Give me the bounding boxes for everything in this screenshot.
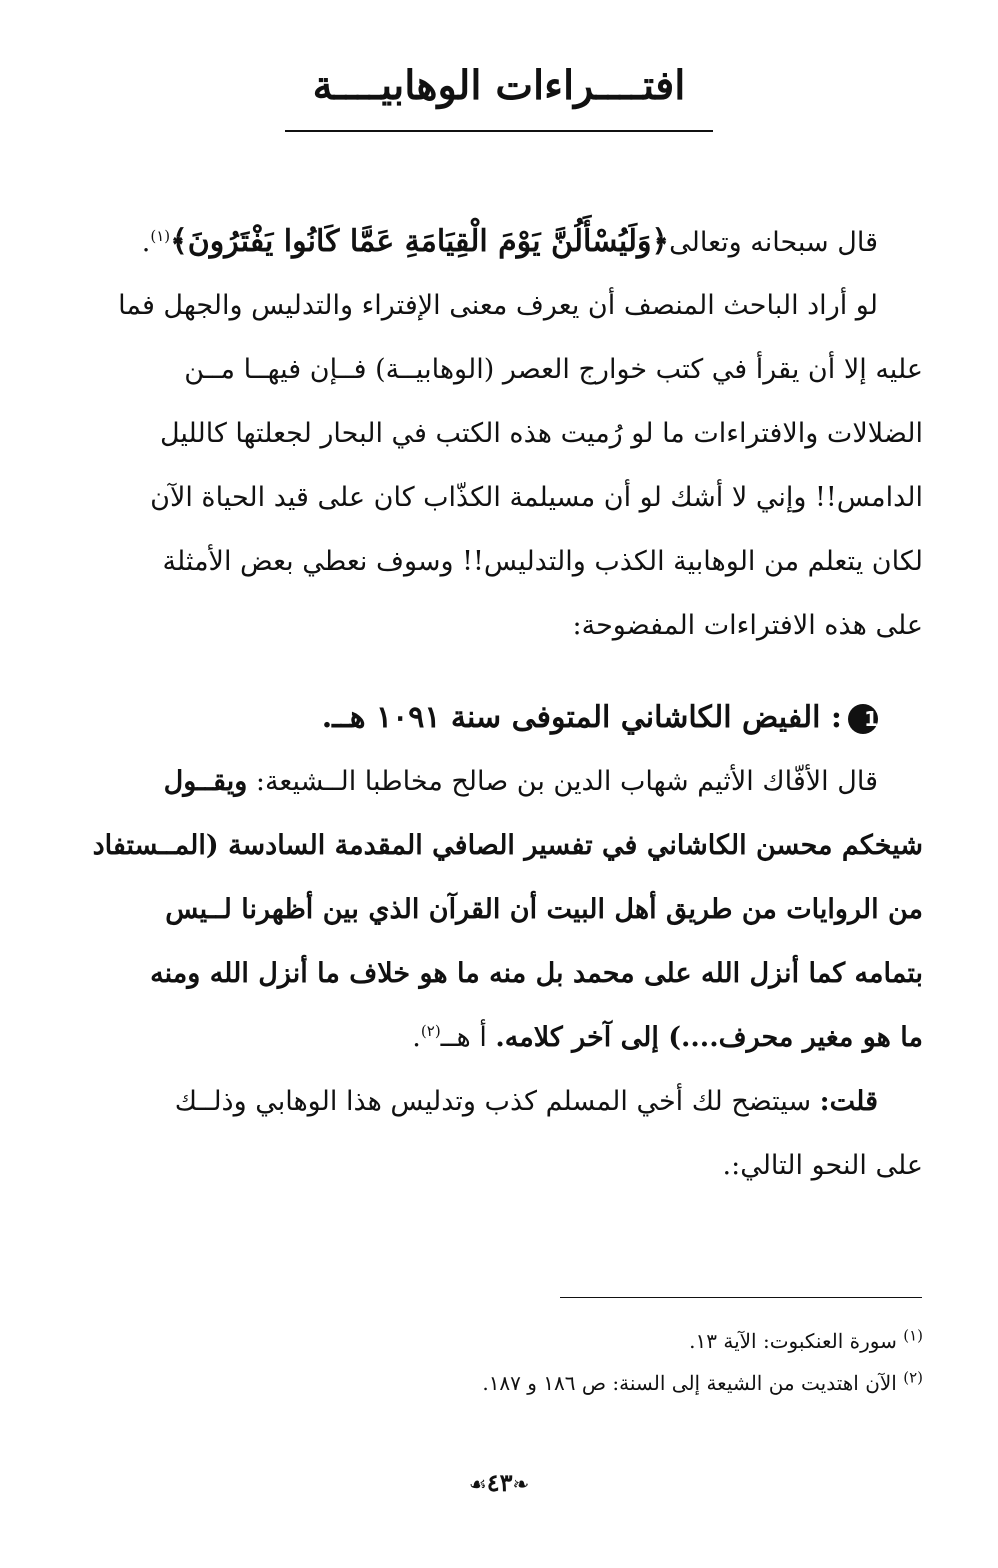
quote-line: من الروايات من طريق أهل البيت أن القرآن الذي بين أظهرنا لــيس	[165, 894, 923, 925]
section-heading-text: : الفيض الكاشاني المتوفى سنة ١٠٩١ هــ.	[321, 700, 842, 735]
footnote-text: الآن اهتديت من الشيعة إلى السنة: ص ١٨٦ و ١٨٧.	[482, 1371, 897, 1395]
quote-line: بتمامه كما أنزل الله على محمد بل منه ما هو خلاف ما أنزل الله ومنه	[150, 958, 923, 989]
quote-bold-end: ما هو مغير محرف....) إلى آخر كلامه.	[495, 1022, 923, 1053]
paragraph-line: لو أراد الباحث المنصف أن يعرف معنى الإفتراء والتدليس والجهل فما	[118, 290, 878, 321]
conclusion-label: قلت:	[819, 1086, 878, 1117]
footnote-separator	[560, 1297, 922, 1298]
intro-prefix: قال سبحانه وتعالى	[669, 227, 878, 258]
paragraph-line: على هذه الافتراءات المفضوحة:	[572, 610, 923, 641]
paragraph-line: الدامس!! وإني لا أشك لو أن مسيلمة الكذّاب كان على قيد الحياة الآن	[150, 482, 923, 513]
footnote-mark: (٢)	[903, 1368, 923, 1387]
conclusion-text: سيتضح لك أخي المسلم كذب وتدليس هذا الوهابي وذلــك	[174, 1086, 820, 1117]
conclusion-line	[78, 1070, 923, 1134]
leaf-ornament-icon: ❧	[512, 1472, 530, 1496]
main-text	[78, 210, 923, 1198]
conclusion-line: على النحو التالي:.	[722, 1150, 923, 1181]
footnote-mark: (١)	[903, 1326, 923, 1345]
page-number	[0, 1468, 998, 1497]
paragraph-line: الضلالات والافتراءات ما لو رُميت هذه الكتب في البحار لجعلتها كالليل	[159, 418, 923, 449]
footnote-item	[78, 1320, 923, 1362]
quote-line	[78, 1006, 923, 1070]
footnote-ref-1: (١)	[150, 227, 171, 245]
leaf-ornament-icon: ☙	[468, 1472, 487, 1496]
footnotes	[78, 1320, 923, 1404]
footnote-ref-2: (٢)	[420, 1022, 441, 1040]
section-heading	[78, 686, 923, 750]
paragraph-line: عليه إلا أن يقرأ في كتب خوارج العصر (الوهابيــة) فــإن فيهــا مــن	[184, 354, 923, 385]
page-title: افتــــراءات الوهابيــــة	[312, 62, 686, 109]
intro-line	[78, 210, 923, 274]
title-underline	[285, 130, 713, 132]
intro-end: .	[141, 227, 151, 258]
quote-tail: أ هــ	[440, 1022, 496, 1053]
quote-line	[78, 750, 923, 814]
footnote-text: سورة العنكبوت: الآية ١٣.	[689, 1329, 897, 1353]
circled-number-icon: 1	[848, 704, 878, 734]
page-number-text: ٤٣	[486, 1468, 513, 1497]
quote-bold-start: ويقــول	[163, 766, 248, 797]
footnote-item	[78, 1362, 923, 1404]
paragraph-line: لكان يتعلم من الوهابية الكذب والتدليس!! وسوف نعطي بعض الأمثلة	[162, 546, 923, 577]
quran-verse: ﴿وَلَيُسْأَلُنَّ يَوْمَ الْقِيَامَةِ عَمَّا كَانُوا يَفْتَرُونَ﴾	[170, 224, 670, 259]
quote-end: .	[412, 1022, 421, 1053]
quote-intro: قال الأفّاك الأثيم شهاب الدين بن صالح مخاطبا الــشيعة:	[247, 766, 878, 797]
quote-line: شيخكم محسن الكاشاني في تفسير الصافي المقدمة السادسة (المــستفاد	[92, 830, 923, 861]
